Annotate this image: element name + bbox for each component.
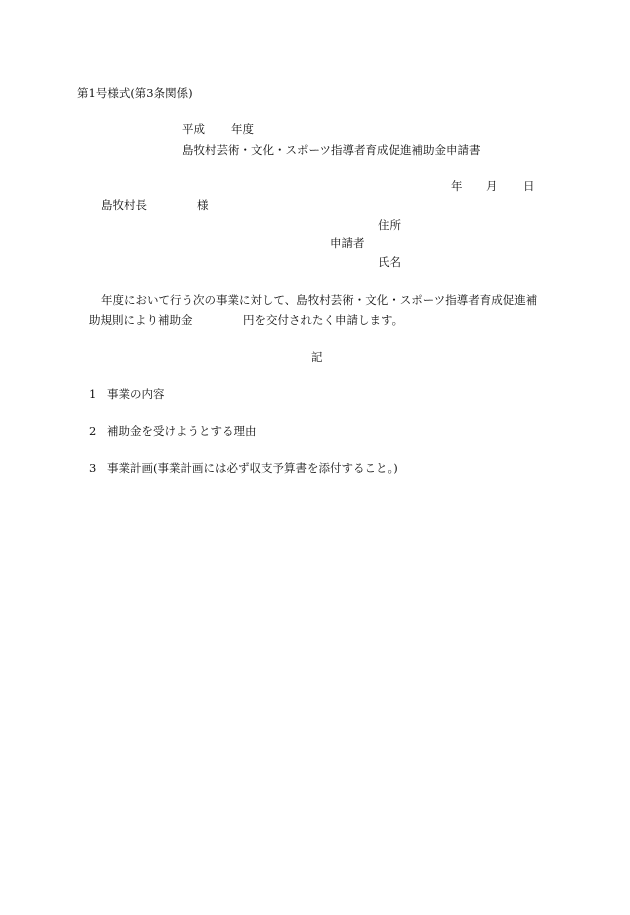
item-2-text: 補助金を受けようとする理由 — [107, 424, 257, 438]
item-1-number: 1 — [89, 387, 97, 401]
era-label: 平成 — [182, 122, 205, 136]
address-label: 住所 — [378, 218, 401, 232]
ki-heading: 記 — [311, 350, 323, 364]
name-label: 氏名 — [378, 255, 401, 269]
form-number-label: 第1号様式(第3条関係) — [77, 86, 193, 100]
item-3-text: 事業計画(事業計画には必ず収支予算書を添付すること。) — [107, 461, 398, 475]
item-3-number: 3 — [89, 461, 97, 475]
date-day-label: 日 — [523, 179, 535, 193]
date-year-label: 年 — [451, 179, 463, 193]
body-text-line-2-part-2: 円を交付されたく申請します。 — [243, 313, 404, 327]
body-text-line-1: 年度において行う次の事業に対して、島牧村芸術・文化・スポーツ指導者育成促進補 — [101, 293, 538, 307]
item-1-text: 事業の内容 — [107, 387, 165, 401]
date-month-label: 月 — [486, 179, 498, 193]
item-2-number: 2 — [89, 424, 97, 438]
addressee-honorific: 様 — [197, 198, 209, 212]
form-title: 島牧村芸術・文化・スポーツ指導者育成促進補助金申請書 — [182, 143, 481, 157]
applicant-label: 申請者 — [330, 236, 365, 250]
addressee-name: 島牧村長 — [101, 198, 147, 212]
body-text-line-2-part-1: 助規則により補助金 — [89, 313, 193, 327]
fiscal-year-label: 年度 — [231, 122, 254, 136]
